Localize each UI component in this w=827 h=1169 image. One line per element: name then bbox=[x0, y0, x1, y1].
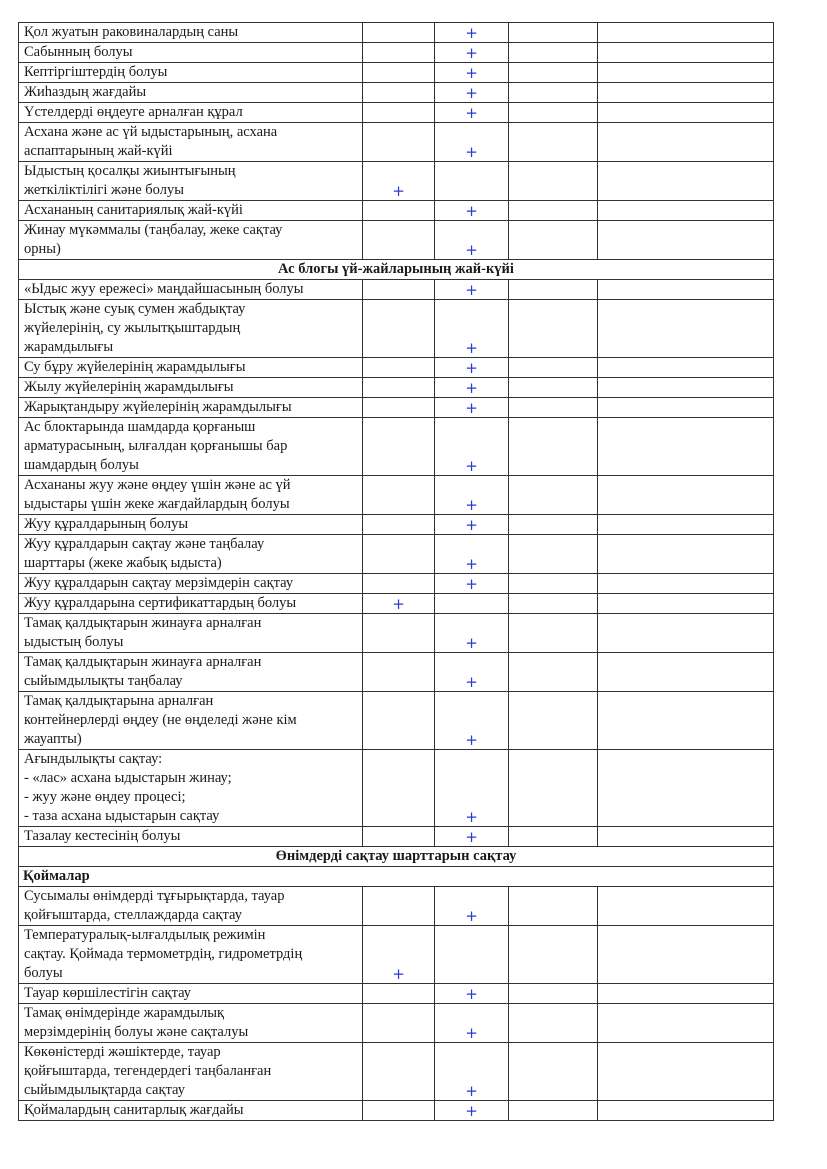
section-header-row bbox=[19, 260, 774, 280]
handwritten-plus-mark: + bbox=[465, 907, 478, 925]
assessment-cell-2 bbox=[435, 398, 509, 418]
section-header-row bbox=[19, 847, 774, 867]
handwritten-plus-mark: + bbox=[465, 84, 478, 102]
criterion-label: Жуу құралдарының болуы bbox=[19, 515, 363, 535]
criterion-label: Сабынның болуы bbox=[19, 43, 363, 63]
assessment-cell-3 bbox=[509, 103, 598, 123]
assessment-cell-3 bbox=[509, 398, 598, 418]
checklist-row bbox=[19, 300, 774, 358]
handwritten-plus-mark: + bbox=[465, 496, 478, 514]
criterion-label: Үстелдерді өңдеуге арналған құрал bbox=[19, 103, 363, 123]
handwritten-plus-mark: + bbox=[465, 281, 478, 299]
handwritten-plus-mark: + bbox=[465, 379, 478, 397]
checklist-row bbox=[19, 614, 774, 653]
assessment-cell-3 bbox=[509, 221, 598, 260]
criterion-label: Температуралық-ылғалдылық режимін сақтау. Қоймада термометрдің, гидрометрдің болуы bbox=[19, 926, 363, 984]
assessment-cell-4 bbox=[598, 378, 774, 398]
assessment-cell-1 bbox=[363, 103, 435, 123]
assessment-cell-2 bbox=[435, 926, 509, 984]
handwritten-plus-mark: + bbox=[465, 575, 478, 593]
assessment-cell-2 bbox=[435, 574, 509, 594]
assessment-cell-1 bbox=[363, 692, 435, 750]
assessment-cell-4 bbox=[598, 123, 774, 162]
criterion-label: Ағындылықты сақтау: - «лас» асхана ыдыстарын жинау; - жуу және өңдеу процесі; - таза асхана ыдыстарын сақтау bbox=[19, 750, 363, 827]
criterion-label: «Ыдыс жуу ережесі» маңдайшасының болуы bbox=[19, 280, 363, 300]
assessment-cell-3 bbox=[509, 614, 598, 653]
criterion-label: Қол жуатын раковиналардың саны bbox=[19, 23, 363, 43]
handwritten-plus-mark: + bbox=[465, 457, 478, 475]
assessment-cell-1 bbox=[363, 1043, 435, 1101]
checklist-row bbox=[19, 574, 774, 594]
criterion-label: Тамақ қалдықтарын жинауға арналған ыдыстың болуы bbox=[19, 614, 363, 653]
assessment-cell-1 bbox=[363, 594, 435, 614]
checklist-row bbox=[19, 653, 774, 692]
assessment-cell-4 bbox=[598, 358, 774, 378]
assessment-cell-2 bbox=[435, 692, 509, 750]
handwritten-plus-mark: + bbox=[465, 673, 478, 691]
handwritten-plus-mark: + bbox=[465, 339, 478, 357]
checklist-row bbox=[19, 476, 774, 515]
assessment-cell-4 bbox=[598, 1043, 774, 1101]
assessment-cell-1 bbox=[363, 280, 435, 300]
handwritten-plus-mark: + bbox=[392, 965, 405, 983]
handwritten-plus-mark: + bbox=[465, 731, 478, 749]
checklist-row bbox=[19, 201, 774, 221]
assessment-cell-3 bbox=[509, 750, 598, 827]
criterion-label: Көкөністерді жәшіктерде, тауар қойғыштарда, тегендердегі таңбаланған сыйымдылықтарда сақтау bbox=[19, 1043, 363, 1101]
handwritten-plus-mark: + bbox=[465, 24, 478, 42]
assessment-cell-1 bbox=[363, 43, 435, 63]
criterion-label: Қоймалардың санитарлық жағдайы bbox=[19, 1101, 363, 1121]
assessment-cell-1 bbox=[363, 221, 435, 260]
checklist-row bbox=[19, 358, 774, 378]
assessment-cell-2 bbox=[435, 653, 509, 692]
checklist-row bbox=[19, 926, 774, 984]
handwritten-plus-mark: + bbox=[465, 808, 478, 826]
criterion-label: Жуу құралдарын сақтау мерзімдерін сақтау bbox=[19, 574, 363, 594]
checklist-row bbox=[19, 515, 774, 535]
assessment-cell-2 bbox=[435, 1043, 509, 1101]
checklist-row bbox=[19, 83, 774, 103]
assessment-cell-1 bbox=[363, 23, 435, 43]
assessment-cell-3 bbox=[509, 280, 598, 300]
assessment-cell-4 bbox=[598, 594, 774, 614]
assessment-cell-4 bbox=[598, 984, 774, 1004]
criterion-label: Ыдыстың қосалқы жиынтығының жеткіліктілігі және болуы bbox=[19, 162, 363, 201]
assessment-cell-1 bbox=[363, 515, 435, 535]
assessment-cell-2 bbox=[435, 23, 509, 43]
assessment-cell-1 bbox=[363, 83, 435, 103]
checklist-row bbox=[19, 398, 774, 418]
handwritten-plus-mark: + bbox=[465, 44, 478, 62]
assessment-cell-3 bbox=[509, 63, 598, 83]
assessment-cell-4 bbox=[598, 827, 774, 847]
checklist-row bbox=[19, 692, 774, 750]
assessment-cell-2 bbox=[435, 300, 509, 358]
criterion-label: Ыстық және суық сумен жабдықтау жүйелерінің, су жылытқыштардың жарамдылығы bbox=[19, 300, 363, 358]
handwritten-plus-mark: + bbox=[465, 828, 478, 846]
handwritten-plus-mark: + bbox=[465, 104, 478, 122]
assessment-cell-1 bbox=[363, 358, 435, 378]
assessment-cell-1 bbox=[363, 926, 435, 984]
assessment-cell-4 bbox=[598, 750, 774, 827]
assessment-cell-4 bbox=[598, 1101, 774, 1121]
criterion-label: Асхананы жуу және өңдеу үшін және ас үй ыдыстары үшін жеке жағдайлардың болуы bbox=[19, 476, 363, 515]
assessment-cell-2 bbox=[435, 123, 509, 162]
assessment-cell-1 bbox=[363, 63, 435, 83]
assessment-cell-1 bbox=[363, 614, 435, 653]
criterion-label: Тамақ өнімдерінде жарамдылық мерзімдерінің болуы және сақталуы bbox=[19, 1004, 363, 1043]
assessment-cell-3 bbox=[509, 692, 598, 750]
assessment-cell-3 bbox=[509, 574, 598, 594]
handwritten-plus-mark: + bbox=[465, 516, 478, 534]
handwritten-plus-mark: + bbox=[465, 202, 478, 220]
criterion-label: Жуу құралдарын сақтау және таңбалау шарттары (жеке жабық ыдыста) bbox=[19, 535, 363, 574]
assessment-cell-4 bbox=[598, 1004, 774, 1043]
checklist-row bbox=[19, 1101, 774, 1121]
checklist-row bbox=[19, 827, 774, 847]
assessment-cell-3 bbox=[509, 1101, 598, 1121]
checklist-row bbox=[19, 1004, 774, 1043]
criterion-label: Жиһаздың жағдайы bbox=[19, 83, 363, 103]
assessment-cell-3 bbox=[509, 123, 598, 162]
assessment-cell-2 bbox=[435, 83, 509, 103]
assessment-cell-1 bbox=[363, 535, 435, 574]
assessment-cell-3 bbox=[509, 984, 598, 1004]
assessment-cell-4 bbox=[598, 103, 774, 123]
section-title: Ас блогы үй-жайларының жай-күйі bbox=[19, 260, 774, 280]
checklist-row bbox=[19, 418, 774, 476]
criterion-label: Жинау мүкәммалы (таңбалау, жеке сақтау орны) bbox=[19, 221, 363, 260]
assessment-cell-3 bbox=[509, 476, 598, 515]
assessment-cell-1 bbox=[363, 123, 435, 162]
assessment-cell-2 bbox=[435, 887, 509, 926]
assessment-cell-3 bbox=[509, 515, 598, 535]
assessment-cell-2 bbox=[435, 358, 509, 378]
handwritten-plus-mark: + bbox=[465, 241, 478, 259]
assessment-cell-2 bbox=[435, 418, 509, 476]
criterion-label: Кептіргіштердің болуы bbox=[19, 63, 363, 83]
assessment-cell-4 bbox=[598, 201, 774, 221]
assessment-cell-4 bbox=[598, 653, 774, 692]
criterion-label: Асхана және ас үй ыдыстарының, асхана аспаптарының жай-күйі bbox=[19, 123, 363, 162]
subsection-title: Қоймалар bbox=[19, 867, 774, 887]
handwritten-plus-mark: + bbox=[465, 985, 478, 1003]
assessment-cell-4 bbox=[598, 83, 774, 103]
assessment-cell-4 bbox=[598, 515, 774, 535]
assessment-cell-3 bbox=[509, 83, 598, 103]
checklist-row bbox=[19, 1043, 774, 1101]
assessment-cell-4 bbox=[598, 535, 774, 574]
assessment-cell-1 bbox=[363, 827, 435, 847]
assessment-cell-3 bbox=[509, 535, 598, 574]
assessment-cell-2 bbox=[435, 43, 509, 63]
assessment-cell-1 bbox=[363, 162, 435, 201]
assessment-cell-1 bbox=[363, 653, 435, 692]
criterion-label: Ас блоктарында шамдарда қорғаныш арматурасының, ылғалдан қорғанышы бар шамдардың болуы bbox=[19, 418, 363, 476]
assessment-cell-4 bbox=[598, 887, 774, 926]
criterion-label: Жарықтандыру жүйелерінің жарамдылығы bbox=[19, 398, 363, 418]
assessment-cell-1 bbox=[363, 476, 435, 515]
criterion-label: Жуу құралдарына сертификаттардың болуы bbox=[19, 594, 363, 614]
assessment-cell-2 bbox=[435, 827, 509, 847]
assessment-cell-3 bbox=[509, 1004, 598, 1043]
assessment-cell-1 bbox=[363, 418, 435, 476]
assessment-cell-2 bbox=[435, 162, 509, 201]
criterion-label: Сусымалы өнімдерді тұғырықтарда, тауар қойғыштарда, стеллаждарда сақтау bbox=[19, 887, 363, 926]
assessment-cell-4 bbox=[598, 162, 774, 201]
checklist-row bbox=[19, 23, 774, 43]
assessment-cell-2 bbox=[435, 984, 509, 1004]
assessment-cell-3 bbox=[509, 378, 598, 398]
assessment-cell-3 bbox=[509, 300, 598, 358]
assessment-cell-2 bbox=[435, 1101, 509, 1121]
checklist-row bbox=[19, 221, 774, 260]
assessment-cell-2 bbox=[435, 1004, 509, 1043]
assessment-cell-4 bbox=[598, 476, 774, 515]
checklist-body bbox=[19, 23, 774, 1121]
assessment-cell-3 bbox=[509, 594, 598, 614]
handwritten-plus-mark: + bbox=[465, 634, 478, 652]
assessment-cell-4 bbox=[598, 692, 774, 750]
checklist-row bbox=[19, 63, 774, 83]
assessment-cell-4 bbox=[598, 221, 774, 260]
assessment-cell-4 bbox=[598, 280, 774, 300]
assessment-cell-4 bbox=[598, 300, 774, 358]
assessment-cell-2 bbox=[435, 476, 509, 515]
criterion-label: Тазалау кестесінің болуы bbox=[19, 827, 363, 847]
assessment-cell-1 bbox=[363, 574, 435, 594]
assessment-cell-1 bbox=[363, 887, 435, 926]
assessment-cell-2 bbox=[435, 535, 509, 574]
assessment-cell-1 bbox=[363, 750, 435, 827]
subsection-header-row bbox=[19, 867, 774, 887]
checklist-row bbox=[19, 594, 774, 614]
checklist-row bbox=[19, 750, 774, 827]
checklist-row bbox=[19, 535, 774, 574]
assessment-cell-4 bbox=[598, 574, 774, 594]
checklist-row bbox=[19, 378, 774, 398]
assessment-cell-3 bbox=[509, 23, 598, 43]
assessment-cell-3 bbox=[509, 162, 598, 201]
assessment-cell-2 bbox=[435, 750, 509, 827]
handwritten-plus-mark: + bbox=[465, 555, 478, 573]
handwritten-plus-mark: + bbox=[465, 359, 478, 377]
criterion-label: Су бұру жүйелерінің жарамдылығы bbox=[19, 358, 363, 378]
criterion-label: Тамақ қалдықтарына арналған контейнерлерді өңдеу (не өңделеді және кім жауапты) bbox=[19, 692, 363, 750]
assessment-cell-3 bbox=[509, 827, 598, 847]
checklist-row bbox=[19, 280, 774, 300]
assessment-cell-3 bbox=[509, 418, 598, 476]
assessment-cell-3 bbox=[509, 1043, 598, 1101]
assessment-cell-3 bbox=[509, 43, 598, 63]
assessment-cell-2 bbox=[435, 221, 509, 260]
section-title: Өнімдерді сақтау шарттарын сақтау bbox=[19, 847, 774, 867]
assessment-cell-4 bbox=[598, 63, 774, 83]
assessment-cell-3 bbox=[509, 653, 598, 692]
assessment-cell-4 bbox=[598, 23, 774, 43]
assessment-cell-1 bbox=[363, 201, 435, 221]
assessment-cell-4 bbox=[598, 926, 774, 984]
assessment-cell-2 bbox=[435, 515, 509, 535]
assessment-cell-1 bbox=[363, 1101, 435, 1121]
assessment-cell-3 bbox=[509, 358, 598, 378]
handwritten-plus-mark: + bbox=[465, 1102, 478, 1120]
criterion-label: Тауар көршілестігін сақтау bbox=[19, 984, 363, 1004]
handwritten-plus-mark: + bbox=[465, 64, 478, 82]
handwritten-plus-mark: + bbox=[392, 182, 405, 200]
handwritten-plus-mark: + bbox=[465, 1024, 478, 1042]
assessment-cell-2 bbox=[435, 103, 509, 123]
handwritten-plus-mark: + bbox=[392, 595, 405, 613]
assessment-cell-2 bbox=[435, 63, 509, 83]
criterion-label: Тамақ қалдықтарын жинауға арналған сыйымдылықты таңбалау bbox=[19, 653, 363, 692]
assessment-cell-1 bbox=[363, 984, 435, 1004]
assessment-cell-2 bbox=[435, 201, 509, 221]
assessment-cell-1 bbox=[363, 378, 435, 398]
handwritten-plus-mark: + bbox=[465, 399, 478, 417]
checklist-row bbox=[19, 984, 774, 1004]
assessment-cell-2 bbox=[435, 280, 509, 300]
assessment-cell-1 bbox=[363, 300, 435, 358]
checklist-row bbox=[19, 887, 774, 926]
assessment-cell-4 bbox=[598, 43, 774, 63]
checklist-row bbox=[19, 43, 774, 63]
assessment-cell-3 bbox=[509, 926, 598, 984]
assessment-cell-2 bbox=[435, 378, 509, 398]
assessment-cell-4 bbox=[598, 398, 774, 418]
assessment-cell-3 bbox=[509, 887, 598, 926]
assessment-cell-1 bbox=[363, 398, 435, 418]
assessment-cell-2 bbox=[435, 594, 509, 614]
assessment-cell-1 bbox=[363, 1004, 435, 1043]
handwritten-plus-mark: + bbox=[465, 1082, 478, 1100]
criterion-label: Жылу жүйелерінің жарамдылығы bbox=[19, 378, 363, 398]
assessment-cell-2 bbox=[435, 614, 509, 653]
checklist-row bbox=[19, 123, 774, 162]
checklist-row bbox=[19, 162, 774, 201]
criterion-label: Асхананың санитариялық жай-күйі bbox=[19, 201, 363, 221]
assessment-cell-3 bbox=[509, 201, 598, 221]
checklist-row bbox=[19, 103, 774, 123]
assessment-cell-4 bbox=[598, 614, 774, 653]
assessment-cell-4 bbox=[598, 418, 774, 476]
inspection-checklist-table bbox=[18, 22, 774, 1121]
handwritten-plus-mark: + bbox=[465, 143, 478, 161]
